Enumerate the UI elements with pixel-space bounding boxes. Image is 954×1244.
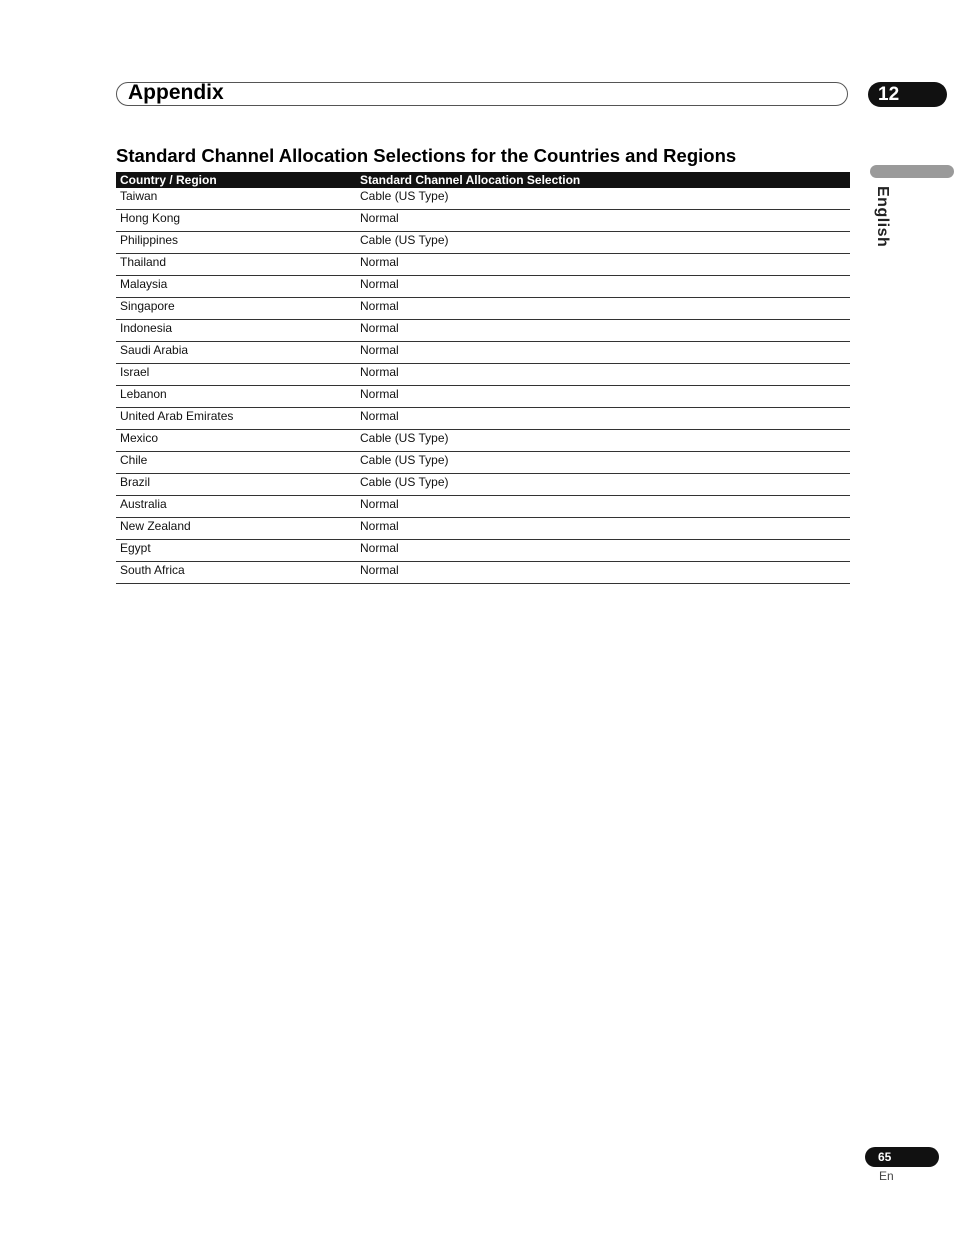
table-row: [116, 188, 850, 210]
selection-cell: Normal: [360, 365, 399, 379]
selection-cell: Normal: [360, 343, 399, 357]
table-row: [116, 474, 850, 496]
selection-cell: Normal: [360, 211, 399, 225]
selection-cell: Normal: [360, 299, 399, 313]
table-row: [116, 496, 850, 518]
country-cell: Singapore: [120, 299, 175, 313]
country-cell: United Arab Emirates: [120, 409, 234, 423]
selection-cell: Normal: [360, 255, 399, 269]
channel-allocation-table: [116, 172, 850, 584]
selection-cell: Cable (US Type): [360, 233, 449, 247]
selection-cell: Normal: [360, 519, 399, 533]
page-number-badge: [865, 1147, 939, 1167]
selection-cell: Normal: [360, 541, 399, 555]
table-row: [116, 386, 850, 408]
country-cell: Egypt: [120, 541, 151, 555]
country-cell: Indonesia: [120, 321, 173, 335]
country-cell: Taiwan: [120, 189, 158, 203]
country-cell: Saudi Arabia: [120, 343, 189, 357]
section-title: Standard Channel Allocation Selections for the Countries and Regions: [116, 145, 737, 166]
header-bar: [116, 82, 848, 106]
table-row: [116, 320, 850, 342]
selection-cell: Cable (US Type): [360, 453, 449, 467]
table-row: [116, 430, 850, 452]
table-row: [116, 254, 850, 276]
country-cell: Israel: [120, 365, 150, 379]
selection-cell: Normal: [360, 321, 399, 335]
selection-cell: Normal: [360, 387, 399, 401]
country-cell: Lebanon: [120, 387, 167, 401]
table-row: [116, 298, 850, 320]
page-number: 65: [878, 1150, 892, 1164]
column-header-country: Country / Region: [120, 173, 217, 187]
country-cell: Malaysia: [120, 277, 168, 291]
table-body: [116, 188, 850, 584]
table-row: [116, 452, 850, 474]
country-cell: Australia: [120, 497, 167, 511]
selection-cell: Cable (US Type): [360, 189, 449, 203]
table-header-row: [116, 172, 850, 188]
country-cell: Chile: [120, 453, 148, 467]
table-row: [116, 342, 850, 364]
country-cell: Philippines: [120, 233, 179, 247]
table-row: [116, 232, 850, 254]
selection-cell: Normal: [360, 563, 399, 577]
country-cell: New Zealand: [120, 519, 191, 533]
table-row: [116, 408, 850, 430]
language-label: English: [874, 186, 891, 248]
selection-cell: Normal: [360, 409, 399, 423]
country-cell: Thailand: [120, 255, 167, 269]
table-row: [116, 210, 850, 232]
selection-cell: Cable (US Type): [360, 431, 449, 445]
country-cell: South Africa: [120, 563, 185, 577]
table-row: [116, 562, 850, 584]
country-cell: Hong Kong: [120, 211, 181, 225]
table-row: [116, 540, 850, 562]
language-tab: [870, 165, 954, 178]
page-header-title: Appendix: [128, 81, 224, 104]
selection-cell: Normal: [360, 497, 399, 511]
column-header-selection: Standard Channel Allocation Selection: [360, 173, 581, 187]
page-language-code: En: [879, 1169, 894, 1183]
table-row: [116, 276, 850, 298]
selection-cell: Cable (US Type): [360, 475, 449, 489]
country-cell: Brazil: [120, 475, 151, 489]
table-row: [116, 518, 850, 540]
table-row: [116, 364, 850, 386]
selection-cell: Normal: [360, 277, 399, 291]
country-cell: Mexico: [120, 431, 159, 445]
chapter-number: 12: [878, 84, 900, 105]
